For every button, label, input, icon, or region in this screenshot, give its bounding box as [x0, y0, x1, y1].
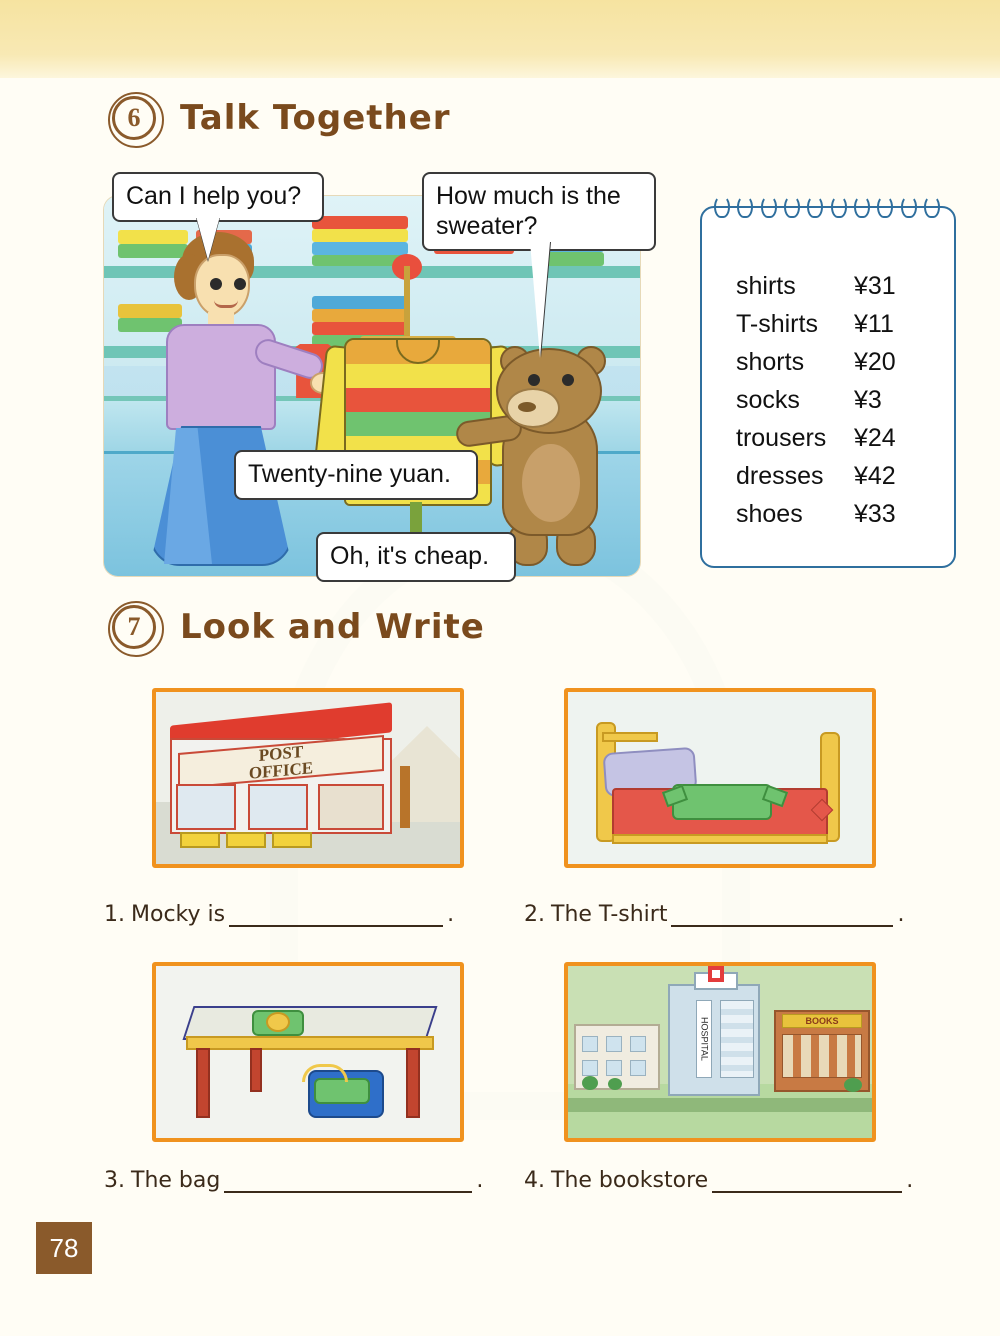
item-detail [266, 1012, 290, 1032]
price-row [736, 462, 936, 491]
question-1-number: 1. [104, 902, 125, 927]
mailbox [272, 832, 312, 848]
table-leg [250, 1048, 262, 1092]
window [606, 1036, 622, 1052]
notepad-ring [924, 196, 940, 218]
clerk-eye [210, 278, 222, 290]
post-office-window [176, 784, 236, 830]
price-item-name: dresses [736, 462, 824, 490]
table-apron [186, 1036, 434, 1050]
speech-bubble-3 [234, 450, 478, 500]
window [606, 1060, 622, 1076]
question-2-number: 2. [524, 902, 545, 927]
speech-bubble-2-text: How much is the sweater? [436, 182, 621, 240]
price-item-name: socks [736, 386, 800, 414]
talk-together-illustration [104, 196, 640, 576]
picture-bed [564, 688, 876, 868]
sign-text-post: POST [258, 742, 304, 765]
price-item-value: ¥42 [854, 462, 896, 490]
price-item-value: ¥31 [854, 272, 896, 300]
question-1-answer-blank[interactable] [229, 905, 443, 927]
price-list [736, 272, 936, 538]
price-item-name: shorts [736, 348, 805, 376]
bear-nose [518, 402, 536, 412]
question-4-number: 4. [524, 1168, 545, 1193]
folded-clothes [312, 309, 408, 322]
section-title: Look and Write [180, 607, 485, 647]
bush [844, 1078, 862, 1092]
notepad-ring [877, 196, 893, 218]
folded-clothes [118, 230, 188, 244]
clerk-eye [234, 278, 246, 290]
bear-eye [562, 374, 574, 386]
folded-clothes [312, 296, 408, 309]
speech-bubble-2-tail [530, 242, 550, 358]
window [630, 1060, 646, 1076]
table-leg [406, 1048, 420, 1118]
price-row [736, 424, 936, 453]
price-item-value: ¥20 [854, 348, 896, 376]
sign-text-office: OFFICE [248, 758, 314, 783]
question-3 [104, 1168, 524, 1193]
price-item-value: ¥24 [854, 424, 896, 452]
bush [608, 1078, 622, 1090]
speech-bubble-1-tail [196, 216, 220, 260]
page-number: 78 [36, 1222, 92, 1274]
notepad-ring [737, 196, 753, 218]
hospital-sign [696, 1000, 712, 1078]
speech-bubble-2 [422, 172, 656, 251]
price-item-name: shirts [736, 272, 796, 300]
price-item-name: trousers [736, 424, 827, 452]
folded-clothes [312, 242, 408, 255]
question-2-prompt: The T-shirt [551, 902, 668, 927]
mailbox [226, 832, 266, 848]
question-1-prompt: Mocky is [131, 902, 226, 927]
notepad-ring [807, 196, 823, 218]
hospital-sign-text: HOSPITAL [699, 1017, 710, 1061]
price-row [736, 386, 936, 415]
question-1-period: . [447, 902, 455, 927]
section-number-badge: 7 [112, 605, 156, 649]
price-item-value: ¥3 [854, 386, 882, 414]
speech-bubble-1-text: Can I help you? [126, 182, 302, 210]
price-item-name: T-shirts [736, 310, 818, 338]
folded-clothes [312, 229, 408, 242]
notepad-ring [761, 196, 777, 218]
section-number-badge: 6 [112, 96, 156, 140]
question-3-answer-blank[interactable] [224, 1171, 472, 1193]
folded-clothes [312, 216, 408, 229]
hanger-rod [404, 266, 410, 344]
notepad-rings [714, 196, 940, 220]
road [568, 1098, 876, 1112]
window [582, 1060, 598, 1076]
table-leg [196, 1048, 210, 1118]
notepad-ring [854, 196, 870, 218]
hospital-windows [720, 1000, 754, 1078]
speech-bubble-3-text: Twenty-nine yuan. [248, 460, 451, 488]
bookstore-sign [782, 1014, 862, 1028]
question-2-answer-blank[interactable] [671, 905, 893, 927]
bookstore-windows [782, 1034, 862, 1078]
picture-post-office [152, 688, 464, 868]
picture-table-bag [152, 962, 464, 1142]
window [582, 1036, 598, 1052]
notepad-ring [901, 196, 917, 218]
bush [582, 1076, 598, 1090]
price-item-value: ¥33 [854, 500, 896, 528]
pole [400, 766, 410, 828]
question-2-period: . [897, 902, 905, 927]
table-top [182, 1006, 437, 1040]
question-4-answer-blank[interactable] [712, 1171, 902, 1193]
speech-bubble-4 [316, 532, 516, 582]
section-header-talk-together [112, 96, 451, 140]
bookstore-sign-text: BOOKS [805, 1016, 839, 1026]
price-item-value: ¥11 [854, 310, 894, 338]
folded-clothes [118, 304, 182, 318]
section-header-look-and-write [112, 605, 485, 649]
question-4-prompt: The bookstore [551, 1168, 709, 1193]
question-3-prompt: The bag [131, 1168, 221, 1193]
headboard [602, 732, 658, 742]
question-3-number: 3. [104, 1168, 125, 1193]
speech-bubble-4-text: Oh, it's cheap. [330, 542, 490, 570]
price-row [736, 500, 936, 529]
top-decorative-band [0, 0, 1000, 78]
notepad-ring [714, 196, 730, 218]
post-office-window [248, 784, 308, 830]
notepad-ring [831, 196, 847, 218]
price-row [736, 272, 936, 301]
notepad-ring [784, 196, 800, 218]
bed-frame [612, 834, 828, 844]
picture-hospital-bookstore [564, 962, 876, 1142]
folded-clothes [118, 244, 188, 258]
question-3-period: . [476, 1168, 484, 1193]
bear-belly [522, 444, 580, 522]
bear-eye [528, 374, 540, 386]
price-row [736, 348, 936, 377]
t-shirt-on-bed [672, 784, 772, 820]
top-band-gradient [0, 0, 1000, 78]
post-office-door [318, 784, 384, 830]
speech-bubble-1 [112, 172, 324, 222]
window [630, 1036, 646, 1052]
clerk-blouse [166, 324, 276, 430]
mailbox [180, 832, 220, 848]
question-4-period: . [906, 1168, 914, 1193]
question-2 [524, 902, 944, 927]
price-item-name: shoes [736, 500, 803, 528]
question-4 [524, 1168, 944, 1193]
section-title: Talk Together [180, 98, 451, 138]
folded-clothes [312, 322, 408, 335]
question-1 [104, 902, 524, 927]
price-row [736, 310, 936, 339]
